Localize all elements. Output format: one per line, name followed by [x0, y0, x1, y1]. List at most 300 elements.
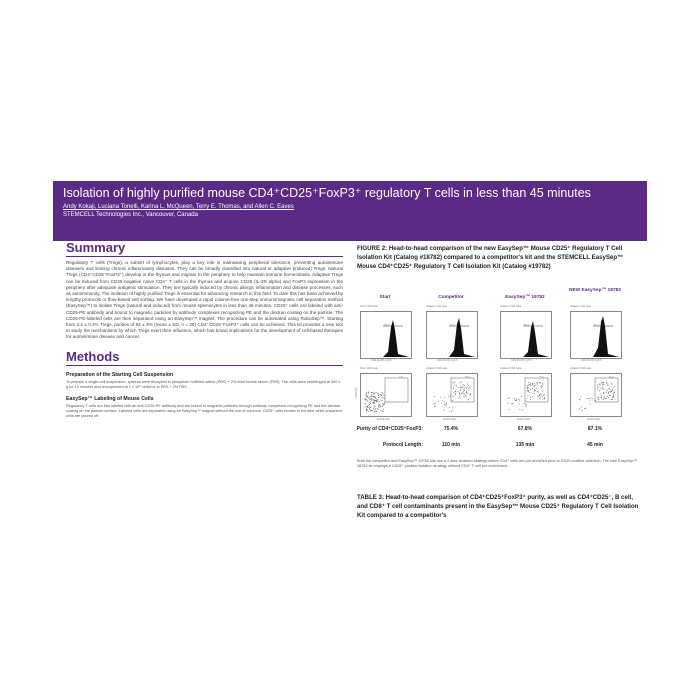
- scatter-dot: [463, 391, 464, 392]
- scatter-y-axis-label: CD25-PE: [354, 387, 358, 398]
- scatter-dot: [541, 385, 542, 386]
- scatter-dot: [384, 395, 385, 396]
- scatter-dot: [539, 395, 540, 396]
- scatter-dot: [459, 396, 460, 397]
- hist-x-axis-label: CD4-PerCP-Cy5.5: [581, 359, 602, 362]
- scatter-plot: [571, 374, 621, 416]
- scatter-dot: [525, 404, 526, 405]
- scatter-dot: [458, 387, 459, 388]
- scatter-dot: [598, 397, 599, 398]
- scatter-dot: [455, 394, 456, 395]
- scatter-dot: [537, 391, 538, 392]
- scatter-dot: [470, 386, 471, 387]
- scatter-dot: [609, 395, 610, 396]
- scatter-dot: [530, 399, 531, 400]
- summary-heading: Summary: [66, 240, 126, 255]
- scatter-dot: [542, 396, 543, 397]
- scatter-dot: [603, 389, 604, 390]
- scatter-gate: [595, 378, 618, 402]
- scatter-dot: [603, 392, 604, 393]
- scatter-dot: [519, 409, 520, 410]
- scatter-dot: [441, 403, 442, 404]
- scatter-dot: [612, 397, 613, 398]
- scatter-dot: [375, 406, 376, 407]
- scatter-dot: [444, 410, 445, 411]
- scatter-dot: [372, 410, 373, 411]
- scatter-dot: [614, 399, 615, 400]
- scatter-dot: [610, 392, 611, 393]
- scatter-dot: [538, 391, 539, 392]
- hist-x-axis-label: CD4-PerCP-Cy5.5: [371, 359, 392, 362]
- scatter-dot: [368, 411, 369, 412]
- scatter-x-axis-label: FoxP3-APC: [377, 418, 391, 421]
- scatter-dot: [373, 402, 374, 403]
- scatter-dot: [606, 390, 607, 391]
- scatter-dot: [453, 382, 454, 383]
- histogram-panel: [570, 311, 622, 359]
- scatter-dot: [370, 399, 371, 400]
- scatter-dot: [607, 396, 608, 397]
- scatter-dot: [539, 398, 540, 399]
- scatter-value: 2.5: [399, 376, 403, 379]
- hist-gate-label: Isolated: CD4 Gate: [570, 305, 592, 308]
- title-banner: [53, 181, 647, 241]
- scatter-dot: [532, 383, 533, 384]
- scatter-dot: [435, 402, 436, 403]
- histogram-plot: [427, 312, 477, 358]
- scatter-dot: [384, 404, 385, 405]
- scatter-gate-label: Isolated: CD4 Gate: [500, 367, 522, 370]
- column-head-18782: NEW EasySep™ 18782: [569, 288, 621, 293]
- scatter-dot: [542, 384, 543, 385]
- histogram-plot: [501, 312, 551, 358]
- scatter-dot: [365, 395, 366, 396]
- scatter-dot: [366, 410, 367, 411]
- hist-x-axis-label: CD4-PerCP-Cy5.5: [511, 359, 532, 362]
- methods-sub2-title: EasySep™ Labeling of Mouse Cells: [66, 395, 154, 402]
- scatter-dot: [467, 387, 468, 388]
- column-head-19782: EasySep™ 19782: [505, 295, 545, 300]
- scatter-plot: [501, 374, 551, 416]
- scatter-dot: [371, 396, 372, 397]
- scatter-gate: [451, 378, 474, 402]
- scatter-dot: [526, 404, 527, 405]
- scatter-dot: [459, 392, 460, 393]
- scatter-dot: [434, 406, 435, 407]
- scatter-dot: [369, 406, 370, 407]
- scatter-dot: [600, 393, 601, 394]
- scatter-dot: [384, 403, 385, 404]
- scatter-dot: [579, 409, 580, 410]
- scatter-dot: [370, 396, 371, 397]
- scatter-dot: [530, 389, 531, 390]
- scatter-dot: [375, 411, 376, 412]
- scatter-dot: [606, 382, 607, 383]
- scatter-dot: [459, 393, 460, 394]
- scatter-dot: [537, 384, 538, 385]
- scatter-dot: [378, 402, 379, 403]
- scatter-dot: [537, 396, 538, 397]
- scatter-dot: [383, 404, 384, 405]
- scatter-dot: [370, 411, 371, 412]
- scatter-dot: [370, 401, 371, 402]
- scatter-dot: [452, 400, 453, 401]
- scatter-dot: [518, 404, 519, 405]
- scatter-dot: [514, 398, 515, 399]
- scatter-dot: [371, 398, 372, 399]
- scatter-dot: [539, 383, 540, 384]
- methods-divider: [66, 365, 343, 366]
- scatter-dot: [375, 408, 376, 409]
- scatter-dot: [589, 403, 590, 404]
- scatter-dot: [536, 388, 537, 389]
- scatter-dot: [508, 409, 509, 410]
- scatter-gate: [385, 378, 408, 402]
- scatter-dot: [365, 404, 366, 405]
- scatter-dot: [589, 398, 590, 399]
- scatter-dot: [379, 406, 380, 407]
- scatter-dot: [373, 393, 374, 394]
- scatter-dot: [377, 408, 378, 409]
- scatter-dot: [470, 393, 471, 394]
- scatter-dot: [444, 403, 445, 404]
- scatter-dot: [373, 396, 374, 397]
- scatter-dot: [379, 394, 380, 395]
- scatter-dot: [453, 392, 454, 393]
- scatter-dot: [611, 391, 612, 392]
- scatter-dot: [539, 394, 540, 395]
- scatter-dot: [370, 403, 371, 404]
- scatter-dot: [529, 384, 530, 385]
- scatter-dot: [527, 387, 528, 388]
- methods-sub2-body: Regulatory T cells are first labeled with an anti-CD25-PE antibody and are bound to magnetic particles through antibody complexes recognizing PE and the dextran coating on the particle surface. Labeled cells are separated using an EasySep™ magnet without the use of columns. CD25⁺ cells remain in the tube while unwanted cells are poured off.: [66, 403, 342, 418]
- scatter-dot: [366, 395, 367, 396]
- hist-gate-label: Start: CD4 Gate: [360, 305, 378, 308]
- left-column: [66, 240, 343, 419]
- scatter-dot: [535, 390, 536, 391]
- scatter-dot: [524, 403, 525, 404]
- scatter-dot: [540, 397, 541, 398]
- scatter-dot: [581, 407, 582, 408]
- scatter-dot: [455, 391, 456, 392]
- scatter-dot: [542, 383, 543, 384]
- scatter-dot: [374, 406, 375, 407]
- scatter-dot: [613, 394, 614, 395]
- purity-value: 67.8%: [517, 426, 533, 432]
- scatter-dot: [530, 383, 531, 384]
- scatter-dot: [606, 392, 607, 393]
- scatter-dot: [512, 403, 513, 404]
- scatter-dot: [612, 399, 613, 400]
- scatter-gate-label: Start: CD4 Gate: [360, 367, 378, 370]
- scatter-value: 75.4: [465, 376, 470, 379]
- hist-value: 79.1: [450, 324, 455, 327]
- scatter-dot: [603, 393, 604, 394]
- scatter-dot: [613, 397, 614, 398]
- scatter-dot: [544, 399, 545, 400]
- scatter-panel: [426, 373, 478, 417]
- scatter-dot: [467, 393, 468, 394]
- scatter-dot: [460, 388, 461, 389]
- scatter-dot: [613, 387, 614, 388]
- scatter-dot: [375, 397, 376, 398]
- scatter-dot: [434, 404, 435, 405]
- scatter-dot: [365, 399, 366, 400]
- scatter-dot: [463, 396, 464, 397]
- scatter-dot: [541, 394, 542, 395]
- scatter-dot: [508, 403, 509, 404]
- scatter-dot: [377, 399, 378, 400]
- scatter-dot: [602, 387, 603, 388]
- scatter-dot: [536, 382, 537, 383]
- scatter-dot: [587, 398, 588, 399]
- scatter-dot: [455, 393, 456, 394]
- scatter-dot: [383, 409, 384, 410]
- scatter-dot: [375, 410, 376, 411]
- scatter-dot: [378, 399, 379, 400]
- scatter-dot: [586, 408, 587, 409]
- scatter-dot: [381, 395, 382, 396]
- scatter-x-axis-label: FoxP3-APC: [587, 418, 601, 421]
- scatter-dot: [453, 396, 454, 397]
- scatter-dot: [369, 402, 370, 403]
- scatter-dot: [542, 399, 543, 400]
- scatter-dot: [368, 398, 369, 399]
- scatter-dot: [534, 391, 535, 392]
- histogram-panel: [360, 311, 412, 359]
- scatter-dot: [597, 397, 598, 398]
- scatter-gate-label: Isolated: CD4 Gate: [570, 367, 592, 370]
- histogram-panel: [426, 311, 478, 359]
- scatter-dot: [608, 393, 609, 394]
- scatter-value: 81.0: [609, 376, 614, 379]
- scatter-dot: [453, 387, 454, 388]
- scatter-dot: [453, 388, 454, 389]
- scatter-dot: [600, 388, 601, 389]
- poster-title: Isolation of highly purified mouse CD4⁺CD25⁺FoxP3⁺ regulatory T cells in less than 45 minutes: [63, 186, 591, 200]
- scatter-dot: [384, 402, 385, 403]
- scatter-dot: [452, 410, 453, 411]
- scatter-dot: [435, 406, 436, 407]
- scatter-dot: [608, 397, 609, 398]
- scatter-dot: [373, 399, 374, 400]
- scatter-dot: [369, 399, 370, 400]
- scatter-dot: [458, 398, 459, 399]
- scatter-dot: [374, 411, 375, 412]
- scatter-dot: [603, 399, 604, 400]
- scatter-dot: [368, 392, 369, 393]
- scatter-dot: [367, 396, 368, 397]
- scatter-dot: [366, 393, 367, 394]
- scatter-dot: [468, 390, 469, 391]
- hist-x-axis-label: CD4-PerCP-Cy5.5: [437, 359, 458, 362]
- scatter-dot: [526, 398, 527, 399]
- scatter-dot: [371, 392, 372, 393]
- scatter-dot: [372, 392, 373, 393]
- scatter-dot: [592, 398, 593, 399]
- scatter-dot: [444, 397, 445, 398]
- scatter-dot: [369, 397, 370, 398]
- scatter-dot: [379, 404, 380, 405]
- scatter-dot: [597, 385, 598, 386]
- scatter-dot: [461, 393, 462, 394]
- scatter-dot: [532, 388, 533, 389]
- scatter-dot: [369, 408, 370, 409]
- scatter-dot: [383, 405, 384, 406]
- scatter-dot: [522, 410, 523, 411]
- scatter-dot: [518, 399, 519, 400]
- scatter-dot: [603, 388, 604, 389]
- scatter-dot: [509, 398, 510, 399]
- scatter-dot: [601, 383, 602, 384]
- scatter-dot: [454, 382, 455, 383]
- scatter-x-axis-label: FoxP3-APC: [443, 418, 457, 421]
- figure2-title: FIGURE 2: Head-to-head comparison of the new EasySep™ Mouse CD25⁺ Regulatory T Cell Isolation Kit (Catalog #18782) compared to a competitor's kit and the STEMCELL EasySep™ Mouse CD4⁺CD25⁺ Regulatory T Cell Isolation Kit (Catalog #19782): [357, 245, 624, 270]
- scatter-dot: [444, 404, 445, 405]
- scatter-dot: [511, 403, 512, 404]
- scatter-dot: [534, 386, 535, 387]
- scatter-dot: [534, 389, 535, 390]
- scatter-dot: [599, 398, 600, 399]
- author-list[interactable]: Andy Kokaji, Luciana Tonelli, Karina L. McQueen, Terry E. Thomas, and Allen C. Eaves: [63, 204, 294, 210]
- scatter-dot: [463, 389, 464, 390]
- scatter-dot: [383, 411, 384, 412]
- column-head-start: Start: [379, 295, 391, 300]
- protocol-value: 45 min: [587, 442, 603, 448]
- scatter-dot: [371, 400, 372, 401]
- scatter-dot: [612, 390, 613, 391]
- scatter-dot: [532, 396, 533, 397]
- scatter-panel: [360, 373, 412, 417]
- scatter-dot: [451, 411, 452, 412]
- scatter-dot: [528, 385, 529, 386]
- scatter-dot: [466, 391, 467, 392]
- scatter-dot: [456, 386, 457, 387]
- scatter-dot: [589, 400, 590, 401]
- protocol-value: 135 min: [515, 442, 535, 448]
- table3-title: TABLE 3: Head-to-head comparison of CD4⁺CD25⁺FoxP3⁺ purity, as well as CD4⁺CD25⁻, B cell, and CD8⁺ T cell contaminants present in the EasySep™ Mouse CD25⁺ Regulatory T Cell Isolation Kit compared to a competitor's: [357, 494, 639, 519]
- scatter-dot: [384, 398, 385, 399]
- scatter-gate-label: Isolated: CD4 Gate: [426, 367, 448, 370]
- scatter-dot: [598, 387, 599, 388]
- scatter-plot: [427, 374, 477, 416]
- scatter-dot: [382, 406, 383, 407]
- scatter-dot: [544, 394, 545, 395]
- summary-body: Regulatory T cells (Tregs), a subset of lymphocytes, play a key role in maintaining peripheral tolerance, preventing autoimmune diseases and limiting chronic inflammatory diseases. They can be broadly classified into natural or adaptive (induced) Tregs. Natural Tregs (CD4⁺CD25⁺FoxP3⁺) develop in the thymus and migrate to the periphery to help maintain immune homeostasis. Adaptive Tregs can be induced from CD25-negative naive CD4⁺ T cells in the thymus and acquire CD25 (IL-2R alpha) and FoxP3 expression in the periphery after adequate antigenic stimulation. They are typically induced by chronic allergic inflammation and disease processes, such as autoimmunity. The isolation of highly purified Tregs is essential for advancing research in this field. To date this has been achieved by lengthy protocols or flow-based cell sorting. We have developed a rapid column-free one-step immunomagnetic cell separation method (EasySep™) to isolate Tregs (natural and induced) from mouse splenocytes in less than 45 minutes. CD25⁺ cells are labeled with anti-CD25-PE antibody and bound to magnetic particles by antibody complexes recognizing PE and the dextran coating on the particle. The CD25-PE-labeled cells are then separated using an EasySep™ magnet. The procedure can be automated using RoboSep™. Starting from 2.2 ± 0.4% Tregs, purities of 84 ± 3% (mean ± SD, n = 28) CD4⁺CD25⁺FoxP3⁺ cells can be achieved. This kit provides a new tool to study the mechanisms by which Tregs exert their influence, which has broad implications for the development of cell-based therapies for autoimmune disease and cancer.: [66, 260, 343, 340]
- hist-value: 74.5: [384, 324, 389, 327]
- scatter-dot: [367, 400, 368, 401]
- purity-label: Purity of CD4⁺CD25⁺FoxP3:: [356, 426, 423, 432]
- scatter-dot: [466, 387, 467, 388]
- scatter-dot: [383, 394, 384, 395]
- scatter-dot: [610, 389, 611, 390]
- scatter-dot: [613, 395, 614, 396]
- scatter-dot: [463, 384, 464, 385]
- scatter-panel: [570, 373, 622, 417]
- scatter-dot: [468, 385, 469, 386]
- scatter-dot: [519, 400, 520, 401]
- scatter-dot: [449, 407, 450, 408]
- scatter-dot: [469, 387, 470, 388]
- histogram-plot: [571, 312, 621, 358]
- scatter-dot: [369, 404, 370, 405]
- scatter-dot: [580, 396, 581, 397]
- scatter-dot: [608, 392, 609, 393]
- scatter-dot: [464, 385, 465, 386]
- scatter-dot: [446, 406, 447, 407]
- scatter-dot: [380, 407, 381, 408]
- scatter-dot: [599, 390, 600, 391]
- scatter-dot: [614, 392, 615, 393]
- scatter-dot: [375, 398, 376, 399]
- scatter-dot: [464, 390, 465, 391]
- protocol-value: 110 min: [441, 442, 461, 448]
- scatter-dot: [377, 393, 378, 394]
- scatter-dot: [366, 396, 367, 397]
- scatter-dot: [584, 408, 585, 409]
- scatter-dot: [529, 392, 530, 393]
- scatter-dot: [612, 389, 613, 390]
- scatter-dot: [530, 397, 531, 398]
- scatter-dot: [603, 382, 604, 383]
- hist-gate-label: Isolated: CD4 Gate: [426, 305, 448, 308]
- scatter-dot: [604, 396, 605, 397]
- scatter-dot: [434, 396, 435, 397]
- scatter-dot: [382, 411, 383, 412]
- scatter-dot: [382, 392, 383, 393]
- scatter-dot: [446, 404, 447, 405]
- scatter-dot: [367, 410, 368, 411]
- scatter-dot: [532, 384, 533, 385]
- scatter-dot: [460, 390, 461, 391]
- scatter-dot: [543, 395, 544, 396]
- scatter-dot: [379, 401, 380, 402]
- scatter-dot: [603, 398, 604, 399]
- protocol-label: Protocol Length:: [383, 442, 423, 448]
- scatter-dot: [462, 392, 463, 393]
- methods-sub1-title: Preparation of the Starting Cell Suspension: [66, 371, 174, 378]
- scatter-dot: [601, 395, 602, 396]
- histogram-panel: [500, 311, 552, 359]
- scatter-dot: [366, 392, 367, 393]
- scatter-dot: [381, 400, 382, 401]
- scatter-dot: [598, 399, 599, 400]
- scatter-dot: [527, 395, 528, 396]
- scatter-dot: [537, 382, 538, 383]
- scatter-dot: [382, 397, 383, 398]
- scatter-dot: [466, 392, 467, 393]
- scatter-dot: [468, 399, 469, 400]
- scatter-dot: [380, 394, 381, 395]
- scatter-dot: [373, 394, 374, 395]
- scatter-dot: [530, 384, 531, 385]
- scatter-dot: [602, 382, 603, 383]
- scatter-dot: [604, 397, 605, 398]
- scatter-dot: [526, 405, 527, 406]
- scatter-dot: [376, 392, 377, 393]
- scatter-dot: [438, 401, 439, 402]
- scatter-dot: [611, 383, 612, 384]
- scatter-dot: [603, 384, 604, 385]
- scatter-dot: [449, 411, 450, 412]
- scatter-dot: [600, 385, 601, 386]
- scatter-dot: [376, 411, 377, 412]
- scatter-dot: [378, 395, 379, 396]
- scatter-dot: [366, 406, 367, 407]
- scatter-dot: [444, 401, 445, 402]
- scatter-dot: [597, 388, 598, 389]
- scatter-dot: [534, 393, 535, 394]
